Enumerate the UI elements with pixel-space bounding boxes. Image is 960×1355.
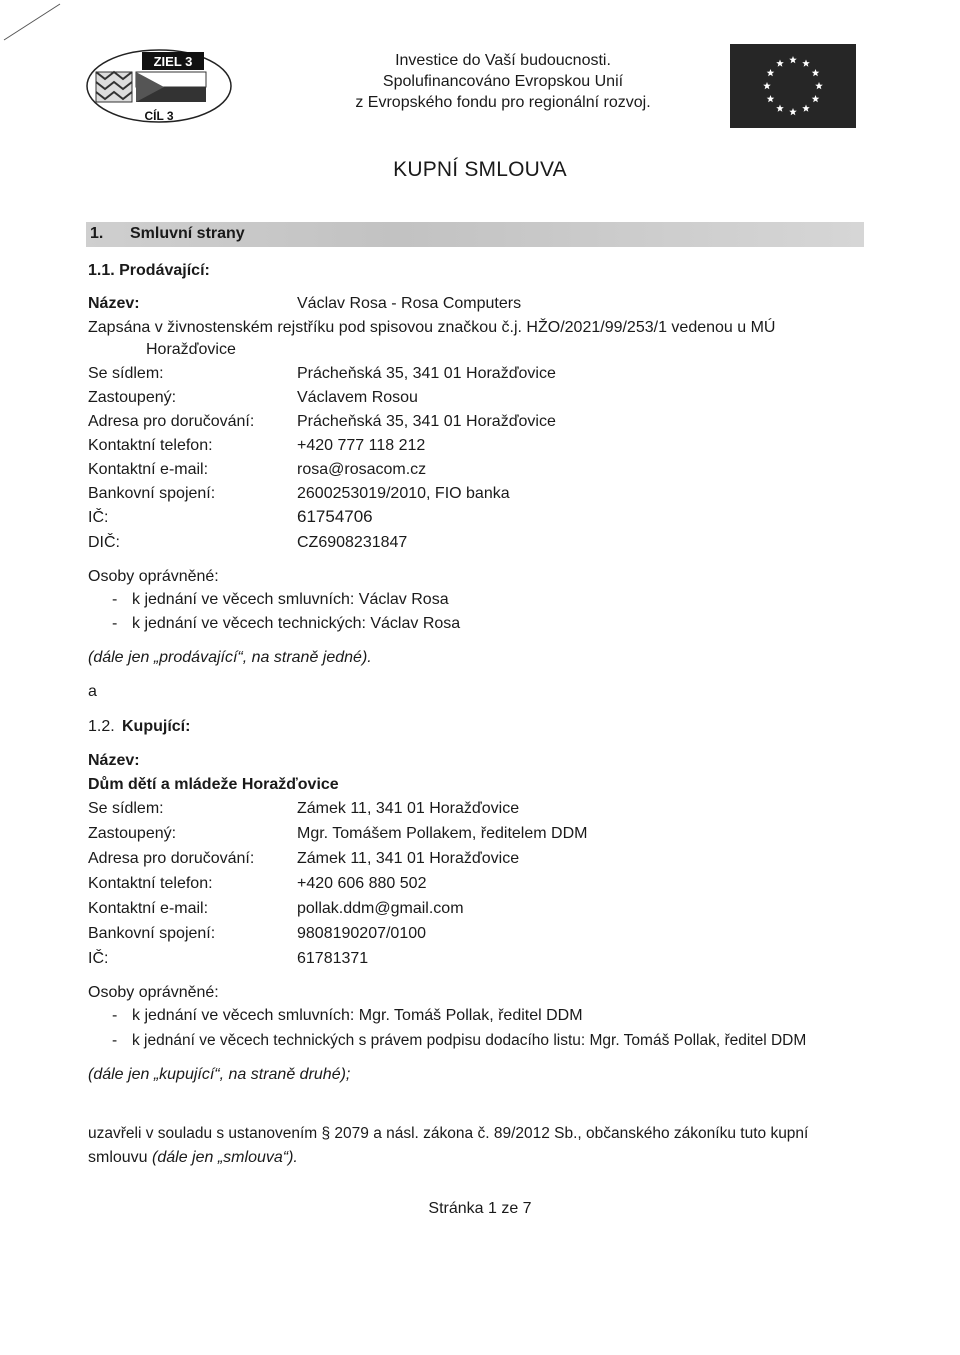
page-footer: Stránka 1 ze 7 <box>428 1200 532 1217</box>
header-line-1: Investice do Vaší budoucnosti. <box>395 52 611 69</box>
buyer-label: IČ: <box>88 950 109 967</box>
buyer-label: Zastoupený: <box>88 825 177 842</box>
buyer-value: Zámek 11, 341 01 Horažďovice <box>297 850 520 867</box>
agreement-line-2: smlouvu (dále jen „smlouva“). <box>88 1149 298 1166</box>
document-page: ZIEL 3 CÍL 3 Investice do Vaší budoucnosti. Spolufinancováno Evropskou Unií z Evropského fondu pro regionální rozvoj. KUPNÍ SMLOUVA 1. Smluvní strany 1.1. Prodávající: Název: Václav Rosa - Rosa Computers Zapsána v živnostenském rejstříku pod spisovou značkou č.j. HŽO/2021/99/253/1 vedenou u MÚ Horažďovice Se sídlem: Prácheňská 35, 341 01 Horažďovice Zastoupený: Václavem Rosou Adresa pro doručování: Prácheňská 35, 341 01 Horažďovice Kontaktní telefon: +420 777 118 212 Kontaktní e-mail: rosa@rosacom.cz Bankovní spojení: 2600253019/2010, FIO banka IČ: 61754706 DIČ: CZ6908231847 Osoby oprávněné: - k jednání ve věcech smluvních: Václav Rosa - k jednání ve věcech technických: Václav Rosa (dále jen „prodávající“, na straně jedné). a 1.2. Kupující: Název: Dům dětí a mládeže Horažďovice Se sídlem: Zámek 11, 341 01 Horažďovice Zastoupený: Mgr. Tomášem Pollakem, ředitelem DDM Adresa pro doručování: Zámek 11, 341 01 Horažďovice Kontaktní telefon: +420 606 880 502 Kontaktní e-mail: pollak.ddm@gmail.com Bankovní spojení: 9808190207/0100 IČ: 61781371 Osoby oprávněné: - k jednání ve věcech smluvních: Mgr. Tomáš Pollak, ředitel DDM - k jednání ve věcech technických s právem podpisu dodacího listu: Mgr. Tomáš Pollak, ředitel DDM (dále jen „kupující“, na straně druhé); uzavřeli v souladu s ustanovením § 2079 a násl. zákona č. 89/2012 Sb., občanského zákoníku tuto kupní smlouvu (dále jen „smlouva“). Stránka 1 ze 7 <box>0 0 960 1355</box>
buyer-heading: Kupující: <box>122 718 191 735</box>
svg-text:ZIEL 3: ZIEL 3 <box>153 54 193 69</box>
seller-heading: 1.1. Prodávající: <box>88 262 210 279</box>
ziel3-logo <box>84 44 234 129</box>
seller-value: rosa@rosacom.cz <box>297 461 427 478</box>
header-line-3: z Evropského fondu pro regionální rozvoj. <box>355 94 651 111</box>
buyer-value: Mgr. Tomášem Pollakem, ředitelem DDM <box>297 825 588 842</box>
seller-register-line-1: Zapsána v živnostenském rejstříku pod spisovou značkou č.j. HŽO/2021/99/253/1 vedenou u MÚ <box>88 319 776 336</box>
section-heading-bar <box>86 222 864 247</box>
buyer-label: Se sídlem: <box>88 800 164 817</box>
seller-value: 61754706 <box>297 507 373 526</box>
eu-flag <box>730 44 856 128</box>
header-text <box>353 50 653 113</box>
seller-closing: (dále jen „prodávající“, na straně jedné). <box>88 649 372 666</box>
seller-name-label: Název: <box>88 295 140 312</box>
seller-register-line-2: Horažďovice <box>146 341 236 358</box>
seller-label: Kontaktní telefon: <box>88 437 213 454</box>
buyer-value: 9808190207/0100 <box>297 925 427 942</box>
buyer-closing: (dále jen „kupující“, na straně druhé); <box>88 1066 351 1083</box>
section-number: 1. <box>90 225 104 242</box>
buyer-value: +420 606 880 502 <box>297 875 427 892</box>
svg-text:CÍL 3: CÍL 3 <box>144 109 174 123</box>
conjunction: a <box>88 683 97 700</box>
buyer-label: Bankovní spojení: <box>88 925 216 942</box>
seller-value: Václavem Rosou <box>297 389 418 406</box>
seller-label: Se sídlem: <box>88 365 164 382</box>
seller-label: Adresa pro doručování: <box>88 413 255 430</box>
document-title: KUPNÍ SMLOUVA <box>393 158 567 181</box>
seller-value: Prácheňská 35, 341 01 Horažďovice <box>297 413 556 430</box>
buyer-label: Adresa pro doručování: <box>88 850 255 867</box>
seller-value: Prácheňská 35, 341 01 Horažďovice <box>297 365 556 382</box>
seller-persons-heading: Osoby oprávněné: <box>88 568 219 585</box>
buyer-name-label: Název: <box>88 752 140 769</box>
seller-label: DIČ: <box>88 534 120 551</box>
buyer-label: Kontaktní telefon: <box>88 875 213 892</box>
buyer-value: 61781371 <box>297 950 369 967</box>
seller-label: IČ: <box>88 509 109 526</box>
seller-value: CZ6908231847 <box>297 534 408 551</box>
section-title: Smluvní strany <box>130 225 245 242</box>
seller-value: +420 777 118 212 <box>297 437 426 454</box>
buyer-persons-heading: Osoby oprávněné: <box>88 984 219 1001</box>
seller-label: Zastoupený: <box>88 389 177 406</box>
seller-label: Bankovní spojení: <box>88 485 216 502</box>
seller-label: Kontaktní e-mail: <box>88 461 209 478</box>
agreement-line-1: uzavřeli v souladu s ustanovením § 2079 a násl. zákona č. 89/2012 Sb., občanského zákoníku tuto kupní <box>88 1125 809 1142</box>
scan-mark <box>0 0 80 50</box>
buyer-value: Zámek 11, 341 01 Horažďovice <box>297 800 520 817</box>
buyer-heading-number: 1.2. <box>88 718 115 735</box>
seller-name-value: Václav Rosa - Rosa Computers <box>297 295 522 312</box>
buyer-value: pollak.ddm@gmail.com <box>297 900 464 917</box>
buyer-label: Kontaktní e-mail: <box>88 900 209 917</box>
seller-value: 2600253019/2010, FIO banka <box>297 485 510 502</box>
header-line-2: Spolufinancováno Evropskou Unií <box>382 73 624 90</box>
buyer-name-value: Dům dětí a mládeže Horažďovice <box>88 776 339 793</box>
